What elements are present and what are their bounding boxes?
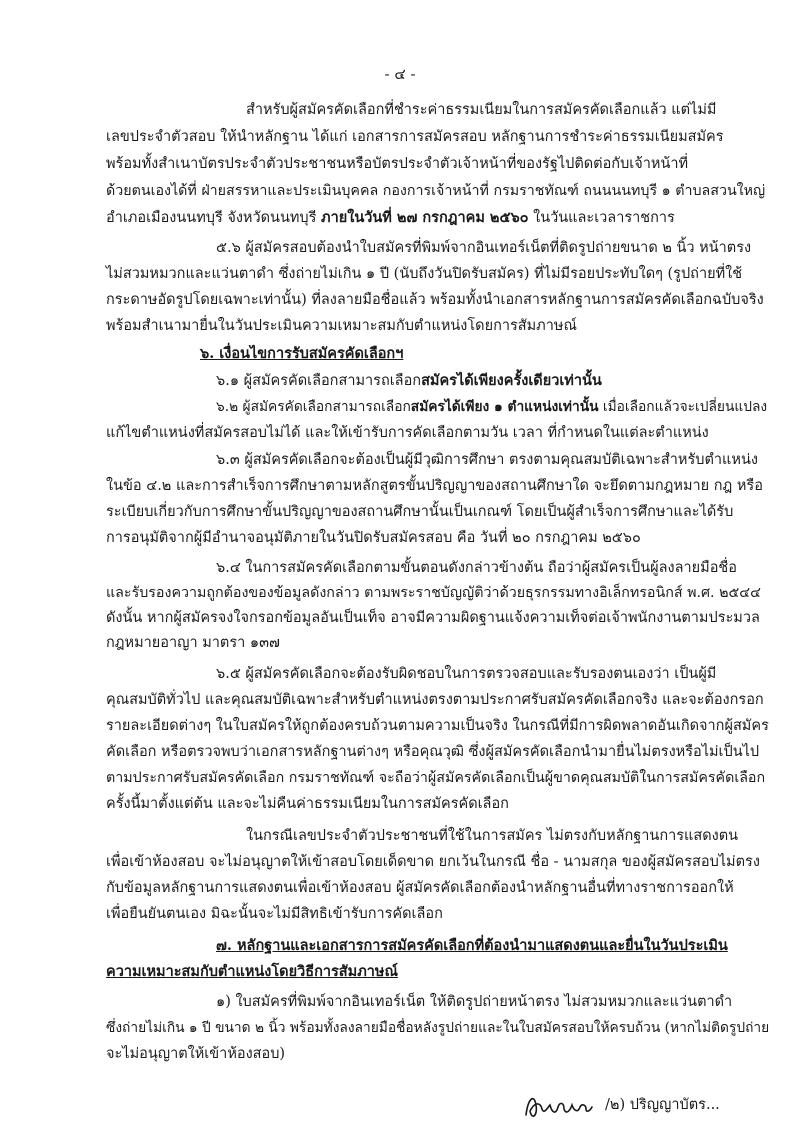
text-line: จะไม่อนุญาตให้เข้าห้องสอบ) — [106, 1046, 286, 1062]
text-line: การอนุมัติจากผู้มีอำนาจอนุมัติภายในวันปิดรับสมัครสอบ คือ วันที่ ๒๐ กรกฎาคม ๒๕๖๐ — [106, 530, 641, 546]
text-line: คัดเลือก หรือตรวจพบว่าเอกสารหลักฐานต่างๆ หรือคุณวุฒิ ซึ่งผู้สมัครคัดเลือกนำมายื่นไม่ตรงหรือไม่เป็นไป — [106, 744, 760, 760]
text-line: คุณสมบัติทั่วไป และคุณสมบัติเฉพาะสำหรับตำแหน่งตรงตามประกาศรับสมัครคัดเลือกจริง และจะต้องกรอก — [106, 692, 764, 708]
text: เมื่อเลือกแล้วจะเปลี่ยนแปลง — [598, 399, 768, 415]
text-line: ๑) ใบสมัครที่พิมพ์จากอินเทอร์เน็ต ให้ติดรูปถ่ายหน้าตรง ไม่สวมหมวกและแว่นตาดำ — [216, 994, 733, 1010]
text-line: ในกรณีเลขประจำตัวประชาชนที่ใช้ในการสมัคร ไม่ตรงกับหลักฐานการแสดงตน — [246, 828, 739, 844]
text-line: กับข้อมูลหลักฐานการแสดงตนเพื่อเข้าห้องสอบ ผู้สมัครคัดเลือกต้องนำหลักฐานอื่นที่ทางราชการออกให้ — [106, 880, 734, 896]
text: อำเภอเมืองนนทบุรี จังหวัดนนทบุรี — [106, 210, 322, 226]
continuation-footer: /๒) ปริญญาบัตร... — [605, 1097, 720, 1113]
text-line: ตามประกาศรับสมัครคัดเลือก กรมราชทัณฑ์ จะถือว่าผู้สมัครคัดเลือกเป็นผู้ขาดคุณสมบัติในการสมัครคัดเลือก — [106, 770, 766, 786]
item-6-1 — [216, 371, 602, 391]
text-line: ๖.๕ ผู้สมัครคัดเลือกจะต้องรับผิดชอบในการตรวจสอบและรับรองตนเองว่า เป็นผู้มี — [216, 666, 717, 682]
text: ๖.๒ ผู้สมัครคัดเลือกสามารถเลือก — [216, 399, 411, 415]
text-line: ซึ่งถ่ายไม่เกิน ๑ ปี ขนาด ๒ นิ้ว พร้อมทั้งลงลายมือชื่อหลังรูปถ่ายและในใบสมัครสอบให้ครบถ้วน (หากไม่ติดรูปถ่าย — [106, 1020, 770, 1036]
text-line: สำหรับผู้สมัครคัดเลือกที่ชำระค่าธรรมเนียมในการสมัครคัดเลือกแล้ว แต่ไม่มี — [246, 102, 717, 118]
text: ในวันและเวลาราชการ — [528, 210, 675, 226]
text-line: ด้วยตนเองได้ที่ ฝ่ายสรรหาและประเมินบุคคล กองการเจ้าหน้าที่ กรมราชทัณฑ์ ถนนนนทบุรี ๑ ตำบลสวนใหญ่ — [106, 183, 766, 199]
text-line: รายละเอียดต่างๆ ในใบสมัครให้ถูกต้องครบถ้วนตามความเป็นจริง ในกรณีที่มีการผิดพลาดอันเกิดจากผู้สมัคร — [106, 718, 769, 734]
text-line: ไม่สวมหมวกและแว่นตาดำ ซึ่งถ่ายไม่เกิน ๑ ปี (นับถึงวันปิดรับสมัคร) ที่ไม่มีรอยประทับใดๆ (รูปถ่ายที่ใช้ — [106, 266, 743, 282]
text-line: ๖.๔ ในการสมัครคัดเลือกตามขั้นตอนดังกล่าวข้างต้น ถือว่าผู้สมัครเป็นผู้ลงลายมือชื่อ — [216, 560, 737, 576]
section-heading-7-cont: ความเหมาะสมกับตำแหน่งโดยวิธีการสัมภาษณ์ — [106, 963, 398, 980]
text-line: ในข้อ ๔.๒ และการสำเร็จการศึกษาตามหลักสูตรขั้นปริญญาของสถานศึกษาใด จะยึดตามกฎหมาย กฎ หรือ — [106, 478, 763, 494]
signature-image — [520, 1085, 598, 1129]
text-line: แก้ไขตำแหน่งที่สมัครสอบไม่ได้ และให้เข้ารับการคัดเลือกตามวัน เวลา ที่กำหนดในแต่ละตำแหน่ง — [106, 425, 709, 441]
page-number: - ๔ - — [384, 65, 416, 83]
deadline-text: ภายในวันที่ ๒๗ กรกฎาคม ๒๕๖๐ — [321, 209, 529, 226]
text-line: ๖.๓ ผู้สมัครคัดเลือกจะต้องเป็นผู้มีวุฒิการศึกษา ตรงตามคุณสมบัติเฉพาะสำหรับตำแหน่ง — [216, 452, 758, 468]
text-line: กฎหมายอาญา มาตรา ๑๓๗ — [106, 635, 280, 651]
text-line: เพื่อเข้าห้องสอบ จะไม่อนุญาตให้เข้าสอบโดยเด็ดขาด ยกเว้นในกรณี ชื่อ - นามสกุล ของผู้สมัครสอบไม่ตรง — [106, 854, 760, 870]
text-line: เลขประจำตัวสอบ ให้นำหลักฐาน ได้แก่ เอกสารการสมัครสอบ หลักฐานการชำระค่าธรรมเนียมสมัคร — [106, 129, 724, 145]
text-line: เพื่อยืนยันตนเอง มิฉะนั้นจะไม่มีสิทธิเข้ารับการคัดเลือก — [106, 906, 443, 922]
text-line: ๕.๖ ผู้สมัครสอบต้องนำใบสมัครที่พิมพ์จากอินเทอร์เน็ตที่ติดรูปถ่ายขนาด ๒ นิ้ว หน้าตรง — [216, 240, 752, 256]
text-line: และรับรองความถูกต้องของข้อมูลดังกล่าว ตามพระราชบัญญัติว่าด้วยธุรกรรมทางอิเล็กทรอนิกส์ พ.ศ. ๒๕๔๔ — [106, 585, 761, 601]
text-line: ระเบียบเกี่ยวกับการศึกษาขั้นปริญญาของสถานศึกษานั้นเป็นเกณฑ์ โดยเป็นผู้สำเร็จการศึกษาและได้รับ — [106, 504, 734, 520]
text: ๖.๑ ผู้สมัครคัดเลือกสามารถเลือก — [216, 373, 422, 389]
item-6-2 — [216, 397, 767, 417]
text-line: ดังนั้น หากผู้สมัครจงใจกรอกข้อมูลอันเป็นเท็จ อาจมีความผิดฐานแจ้งความเท็จต่อเจ้าพนักงานตามประมวล — [106, 610, 760, 626]
section-heading-6: ๖. เงื่อนไขการรับสมัครคัดเลือกฯ — [200, 345, 404, 362]
emphasis-text: สมัครได้เพียง ๑ ตำแหน่งเท่านั้น — [410, 399, 599, 415]
emphasis-text: สมัครได้เพียงครั้งเดียวเท่านั้น — [421, 372, 602, 389]
text-line: พร้อมสำเนามายื่นในวันประเมินความเหมาะสมกับตำแหน่งโดยการสัมภาษณ์ — [106, 318, 577, 334]
text-line — [106, 208, 675, 228]
section-heading-7: ๗. หลักฐานและเอกสารการสมัครคัดเลือกที่ต้องนำมาแสดงตนและยื่นในวันประเมิน — [216, 937, 728, 954]
text-line: กระดาษอัดรูปโดยเฉพาะเท่านั้น) ที่ลงลายมือชื่อแล้ว พร้อมทั้งนำเอกสารหลักฐานการสมัครคัดเลือกฉบับจริง — [106, 292, 764, 308]
text-line: ครั้งนี้มาตั้งแต่ต้น และจะไม่คืนค่าธรรมเนียมในการสมัครคัดเลือก — [106, 796, 509, 812]
text-line: พร้อมทั้งสำเนาบัตรประจำตัวประชาชนหรือบัตรประจำตัวเจ้าหน้าที่ของรัฐไปติดต่อกับเจ้าหน้าที่ — [106, 156, 689, 172]
